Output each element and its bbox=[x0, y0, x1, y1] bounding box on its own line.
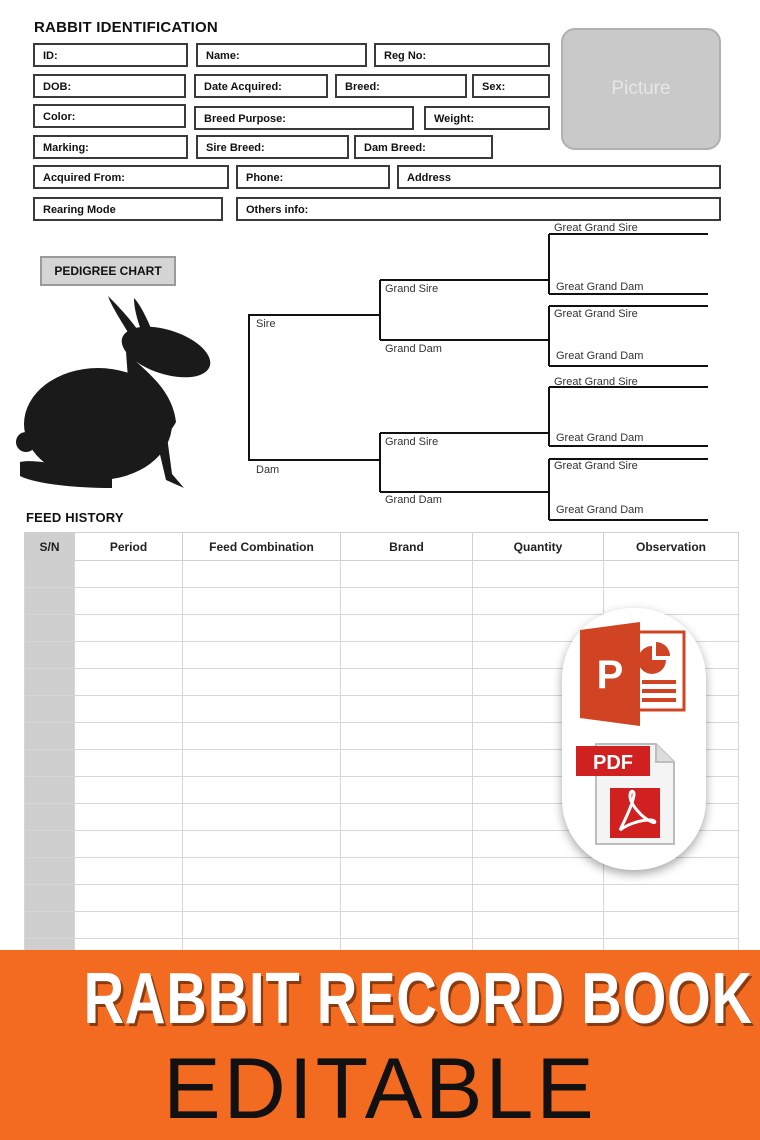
table-cell[interactable] bbox=[341, 561, 473, 588]
table-cell[interactable] bbox=[25, 885, 75, 912]
rearing-mode-field[interactable]: Rearing Mode bbox=[33, 197, 223, 221]
table-cell[interactable] bbox=[25, 588, 75, 615]
date-acquired-field[interactable]: Date Acquired: bbox=[194, 74, 328, 98]
table-cell[interactable] bbox=[183, 669, 341, 696]
powerpoint-icon bbox=[580, 622, 688, 726]
marking-field[interactable]: Marking: bbox=[33, 135, 188, 159]
table-cell[interactable] bbox=[25, 696, 75, 723]
table-cell[interactable] bbox=[341, 885, 473, 912]
great-grand-dam-label: Great Grand Dam bbox=[556, 504, 644, 516]
table-cell[interactable] bbox=[341, 615, 473, 642]
table-cell[interactable] bbox=[341, 912, 473, 939]
table-cell[interactable] bbox=[183, 804, 341, 831]
great-grand-sire-label: Great Grand Sire bbox=[554, 308, 638, 320]
dam-breed-field[interactable]: Dam Breed: bbox=[354, 135, 493, 159]
table-cell[interactable] bbox=[341, 831, 473, 858]
table-cell[interactable] bbox=[25, 804, 75, 831]
sire-label: Sire bbox=[256, 318, 276, 330]
color-field[interactable]: Color: bbox=[33, 104, 186, 128]
great-grand-dam-label: Great Grand Dam bbox=[556, 350, 644, 362]
table-cell[interactable] bbox=[25, 831, 75, 858]
table-cell[interactable] bbox=[25, 723, 75, 750]
great-grand-sire-label: Great Grand Sire bbox=[554, 376, 638, 388]
section-title-feed-history: FEED HISTORY bbox=[26, 510, 124, 525]
dob-field[interactable]: DOB: bbox=[33, 74, 186, 98]
others-info-field[interactable]: Others info: bbox=[236, 197, 721, 221]
column-header: Observation bbox=[604, 533, 739, 561]
column-header: Quantity bbox=[473, 533, 604, 561]
pdf-icon bbox=[576, 742, 688, 846]
address-field[interactable]: Address bbox=[397, 165, 721, 189]
sex-field[interactable]: Sex: bbox=[472, 74, 550, 98]
column-header: S/N bbox=[25, 533, 75, 561]
id-field[interactable]: ID: bbox=[33, 43, 188, 67]
phone-field[interactable]: Phone: bbox=[236, 165, 390, 189]
banner-subtitle: EDITABLE bbox=[163, 1041, 597, 1137]
table-cell[interactable] bbox=[75, 669, 183, 696]
table-cell[interactable] bbox=[25, 561, 75, 588]
grand-sire-label: Grand Sire bbox=[385, 283, 439, 295]
table-cell[interactable] bbox=[183, 831, 341, 858]
column-header: Brand bbox=[341, 533, 473, 561]
table-cell[interactable] bbox=[604, 885, 739, 912]
table-cell[interactable] bbox=[183, 858, 341, 885]
table-cell[interactable] bbox=[341, 804, 473, 831]
grand-sire-label: Grand Sire bbox=[385, 436, 439, 448]
reg-no-field[interactable]: Reg No: bbox=[374, 43, 550, 67]
section-title-identification: RABBIT IDENTIFICATION bbox=[34, 19, 218, 36]
table-row bbox=[25, 912, 739, 939]
table-cell[interactable] bbox=[473, 588, 604, 615]
acquired-from-field[interactable]: Acquired From: bbox=[33, 165, 229, 189]
table-cell[interactable] bbox=[25, 777, 75, 804]
grand-dam-label: Grand Dam bbox=[385, 494, 442, 506]
sire-breed-field[interactable]: Sire Breed: bbox=[196, 135, 349, 159]
table-cell[interactable] bbox=[604, 561, 739, 588]
weight-field[interactable]: Weight: bbox=[424, 106, 550, 130]
picture-placeholder[interactable]: Picture bbox=[561, 28, 721, 150]
great-grand-dam-label: Great Grand Dam bbox=[556, 432, 644, 444]
table-cell[interactable] bbox=[473, 561, 604, 588]
table-cell[interactable] bbox=[183, 561, 341, 588]
table-cell[interactable] bbox=[604, 912, 739, 939]
breed-purpose-field[interactable]: Breed Purpose: bbox=[194, 106, 414, 130]
table-cell[interactable] bbox=[183, 885, 341, 912]
table-cell[interactable] bbox=[183, 750, 341, 777]
pdf-label: PDF bbox=[593, 752, 633, 774]
table-cell[interactable] bbox=[25, 669, 75, 696]
table-cell[interactable] bbox=[473, 912, 604, 939]
column-header: Feed Combination bbox=[183, 533, 341, 561]
grand-dam-label: Grand Dam bbox=[385, 343, 442, 355]
pedigree-chart-button[interactable]: PEDIGREE CHART bbox=[40, 256, 176, 286]
table-cell[interactable] bbox=[75, 642, 183, 669]
table-cell[interactable] bbox=[341, 858, 473, 885]
table-cell[interactable] bbox=[75, 615, 183, 642]
table-cell[interactable] bbox=[25, 642, 75, 669]
table-cell[interactable] bbox=[341, 642, 473, 669]
table-cell[interactable] bbox=[75, 561, 183, 588]
great-grand-dam-label: Great Grand Dam bbox=[556, 281, 644, 293]
file-format-badge bbox=[562, 608, 706, 870]
table-cell[interactable] bbox=[183, 615, 341, 642]
table-cell[interactable] bbox=[75, 588, 183, 615]
table-cell[interactable] bbox=[183, 777, 341, 804]
table-row bbox=[25, 885, 739, 912]
great-grand-sire-label: Great Grand Sire bbox=[554, 222, 638, 234]
table-cell[interactable] bbox=[25, 615, 75, 642]
table-cell[interactable] bbox=[341, 696, 473, 723]
breed-field[interactable]: Breed: bbox=[335, 74, 467, 98]
table-cell[interactable] bbox=[75, 804, 183, 831]
table-cell[interactable] bbox=[183, 723, 341, 750]
table-cell[interactable] bbox=[25, 858, 75, 885]
pedigree-tree bbox=[0, 0, 760, 540]
great-grand-sire-label: Great Grand Sire bbox=[554, 460, 638, 472]
table-cell[interactable] bbox=[75, 777, 183, 804]
table-cell[interactable] bbox=[75, 858, 183, 885]
table-cell[interactable] bbox=[25, 750, 75, 777]
table-cell[interactable] bbox=[183, 696, 341, 723]
table-row bbox=[25, 561, 739, 588]
name-field[interactable]: Name: bbox=[196, 43, 367, 67]
table-cell[interactable] bbox=[75, 831, 183, 858]
table-cell[interactable] bbox=[473, 885, 604, 912]
column-header: Period bbox=[75, 533, 183, 561]
dam-label: Dam bbox=[256, 464, 280, 476]
table-header-row bbox=[25, 533, 739, 561]
table-cell[interactable] bbox=[75, 912, 183, 939]
table-cell[interactable] bbox=[341, 588, 473, 615]
table-cell[interactable] bbox=[75, 723, 183, 750]
table-cell[interactable] bbox=[183, 642, 341, 669]
powerpoint-letter: P bbox=[596, 653, 624, 697]
table-cell[interactable] bbox=[341, 723, 473, 750]
table-cell[interactable] bbox=[25, 912, 75, 939]
banner-title: RABBIT RECORD BOOK bbox=[83, 959, 753, 1039]
table-cell[interactable] bbox=[75, 885, 183, 912]
table-cell[interactable] bbox=[341, 669, 473, 696]
table-cell[interactable] bbox=[183, 912, 341, 939]
table-cell[interactable] bbox=[75, 696, 183, 723]
table-cell[interactable] bbox=[473, 858, 604, 885]
table-cell[interactable] bbox=[341, 750, 473, 777]
table-cell[interactable] bbox=[75, 750, 183, 777]
table-cell[interactable] bbox=[183, 588, 341, 615]
table-cell[interactable] bbox=[341, 777, 473, 804]
